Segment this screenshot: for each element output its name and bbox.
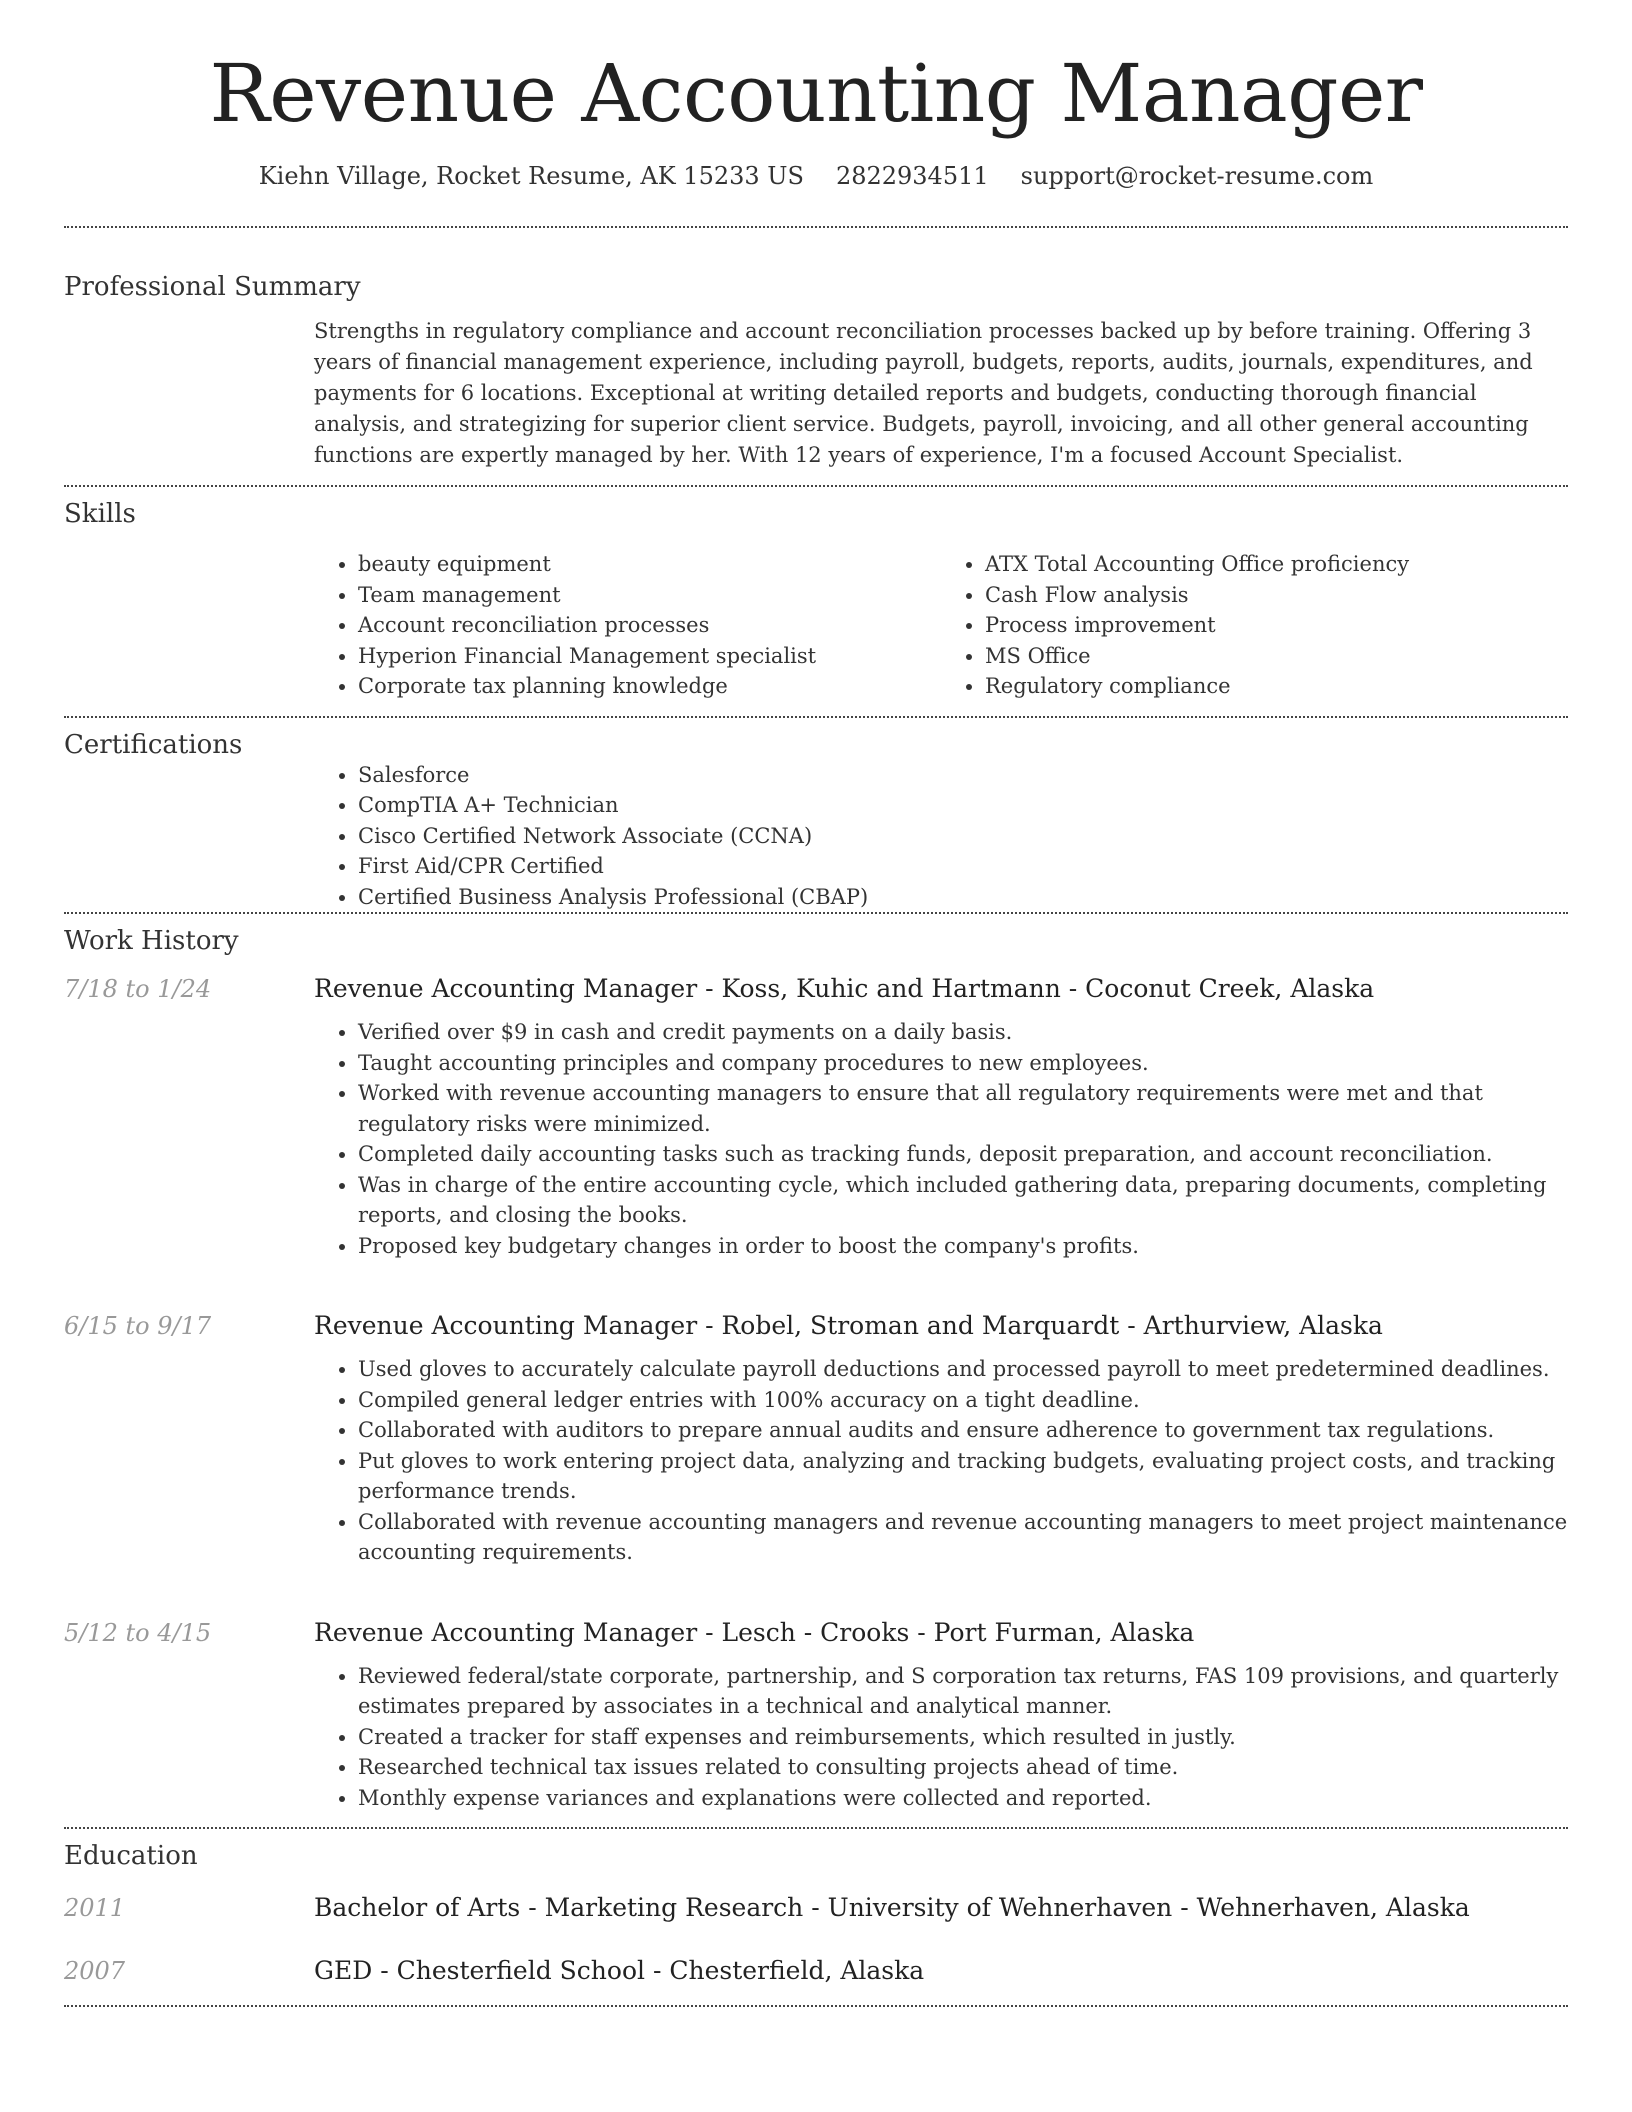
list-item: • Completed daily accounting tasks such as tracking funds, deposit preparation, and account reconciliation. <box>358 1139 1568 1170</box>
list-item: • Compiled general ledger entries with 100% accuracy on a tight deadline. <box>358 1385 1568 1416</box>
section-title-education: Education <box>64 1841 198 1871</box>
job-bullets <box>314 1017 1568 1261</box>
list-item: • Created a tracker for staff expenses and reimbursements, which resulted in justly. <box>358 1722 1568 1753</box>
list-item: • Was in charge of the entire accounting cycle, which included gathering data, preparing documents, completing reports, and closing the books. <box>358 1170 1568 1231</box>
list-item: • Regulatory compliance <box>985 671 1568 702</box>
section-divider <box>64 2005 1568 2007</box>
list-item: • Certified Business Analysis Professional (CBAP) <box>358 882 1568 913</box>
education-entry <box>64 1893 1568 1922</box>
education-section <box>64 1829 1568 1985</box>
job-entry <box>64 1311 1568 1568</box>
skills-list-right <box>941 549 1568 702</box>
summary-text: Strengths in regulatory compliance and account reconciliation processes backed up by before training. Offering 3 years of financial management experience, including payroll, budgets, reports, audits, journals, expenditures, and payments for 6 locations. Exceptional at writing detailed reports and budgets, conducting thorough financial analysis, and strategizing for superior client service. Budgets, payroll, invoicing, and all other general accounting functions are expertly managed by her. With 12 years of experience, I'm a focused Account Specialist. <box>314 319 1533 467</box>
list-item: • Proposed key budgetary changes in order to boost the company's profits. <box>358 1231 1568 1262</box>
list-item: • First Aid/CPR Certified <box>358 851 1568 882</box>
list-item: • CompTIA A+ Technician <box>358 790 1568 821</box>
list-item: • Team management <box>358 580 941 611</box>
job-dates: 6/15 to 9/17 <box>64 1312 212 1340</box>
list-item: • Collaborated with auditors to prepare annual audits and ensure adherence to government tax regulations. <box>358 1415 1568 1446</box>
job-entry <box>64 974 1568 1261</box>
list-item: • Corporate tax planning knowledge <box>358 671 941 702</box>
job-entry <box>64 1618 1568 1814</box>
list-item: • Reviewed federal/state corporate, partnership, and S corporation tax returns, FAS 109 provisions, and quarterly estimates prepared by associates in a technical and analytical manner. <box>358 1661 1568 1722</box>
section-title-summary: Professional Summary <box>64 272 361 302</box>
list-item: • Used gloves to accurately calculate payroll deductions and processed payroll to meet predetermined deadlines. <box>358 1354 1568 1385</box>
education-entry <box>64 1956 1568 1985</box>
skills-list-left <box>314 549 941 702</box>
summary-section <box>64 228 1568 485</box>
list-item: • Cisco Certified Network Associate (CCNA) <box>358 821 1568 852</box>
education-heading: GED - Chesterfield School - Chesterfield, Alaska <box>314 1956 925 1985</box>
candidate-name: Revenue Accounting Manager <box>209 47 1423 140</box>
list-item: • Put gloves to work entering project data, analyzing and tracking budgets, evaluating project costs, and tracking performance trends. <box>358 1446 1568 1507</box>
list-item: • Verified over $9 in cash and credit payments on a daily basis. <box>358 1017 1568 1048</box>
certifications-list <box>314 760 1568 913</box>
job-dates: 5/12 to 4/15 <box>64 1618 212 1647</box>
list-item: • Account reconciliation processes <box>358 610 941 641</box>
list-item: • Monthly expense variances and explanations were collected and reported. <box>358 1783 1568 1814</box>
list-item: • Process improvement <box>985 610 1568 641</box>
contact-address: Kiehn Village, Rocket Resume, AK 15233 US <box>258 162 804 190</box>
job-dates: 7/18 to 1/24 <box>64 975 212 1003</box>
job-heading: Revenue Accounting Manager - Robel, Stroman and Marquardt - Arthurview, Alaska <box>314 1311 1383 1340</box>
list-item: • beauty equipment <box>358 549 941 580</box>
certifications-section <box>64 718 1568 913</box>
list-item: • Worked with revenue accounting managers to ensure that all regulatory requirements were met and that regulatory risks were minimized. <box>358 1078 1568 1139</box>
list-item: • Collaborated with revenue accounting managers and revenue accounting managers to meet project maintenance accounting requirements. <box>358 1507 1568 1568</box>
skills-section <box>64 487 1568 716</box>
work-history-section <box>64 914 1568 1813</box>
list-item: • Hyperion Financial Management specialist <box>358 641 941 672</box>
list-item: • Researched technical tax issues related to consulting projects ahead of time. <box>358 1752 1568 1783</box>
section-title-work-history: Work History <box>64 926 239 956</box>
job-heading: Revenue Accounting Manager - Koss, Kuhic and Hartmann - Coconut Creek, Alaska <box>314 974 1375 1003</box>
contact-line <box>64 162 1568 190</box>
contact-email: support@rocket-resume.com <box>1020 162 1374 190</box>
education-year: 2007 <box>64 1957 126 1985</box>
resume-header <box>64 0 1568 190</box>
job-heading: Revenue Accounting Manager - Lesch - Crooks - Port Furman, Alaska <box>314 1617 1195 1647</box>
section-title-certifications: Certifications <box>64 729 243 760</box>
job-bullets <box>314 1661 1568 1814</box>
list-item: • Cash Flow analysis <box>985 580 1568 611</box>
contact-phone: 2822934511 <box>835 162 989 190</box>
list-item: • Taught accounting principles and company procedures to new employees. <box>358 1048 1568 1079</box>
list-item: • Salesforce <box>358 760 1568 791</box>
section-title-skills: Skills <box>64 499 136 529</box>
education-heading: Bachelor of Arts - Marketing Research - University of Wehnerhaven - Wehnerhaven, Alaska <box>314 1893 1470 1922</box>
job-bullets <box>314 1354 1568 1568</box>
education-year: 2011 <box>64 1894 126 1922</box>
list-item: • MS Office <box>985 641 1568 672</box>
list-item: • ATX Total Accounting Office proficiency <box>985 549 1568 580</box>
